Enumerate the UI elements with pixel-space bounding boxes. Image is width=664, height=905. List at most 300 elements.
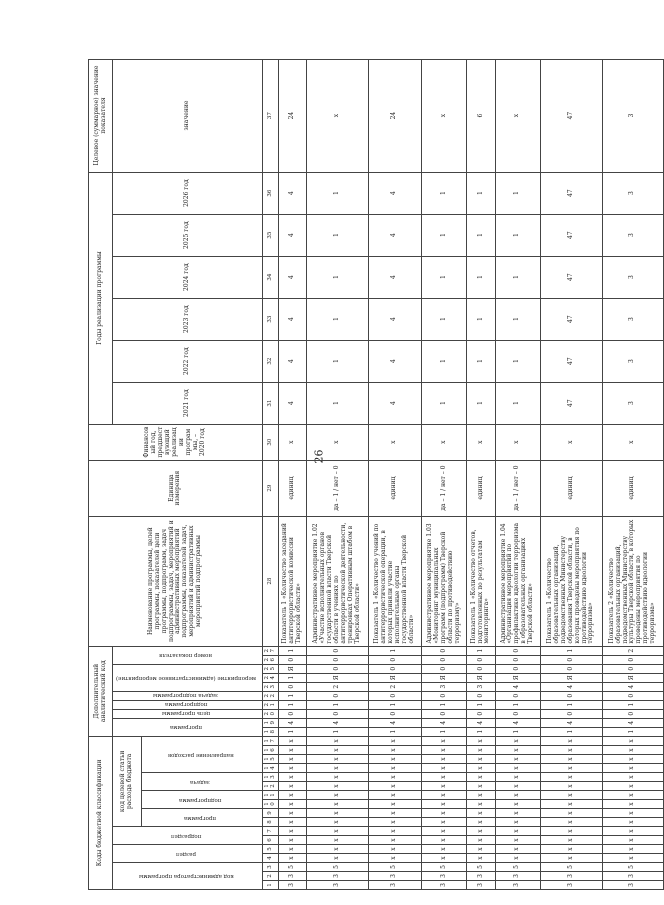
code-cell: 2 [602,646,664,655]
code-cell: х [495,827,540,836]
unit-cell: да – 1 / нет – 0 [495,460,540,516]
code-cell: 3 [495,881,540,890]
code-cell: х [307,800,369,809]
column-number: 22 [262,691,278,700]
code-cell: 0 [540,664,602,673]
code-cell: 3 [422,881,467,890]
code-cell: х [307,746,369,755]
code-cell: х [467,755,496,764]
year-value-cell: 47 [540,256,602,298]
code-cell: х [278,800,307,809]
fin-year-cell: х [422,424,467,460]
column-number: 33 [262,298,278,340]
code-cell: х [368,746,421,755]
subprogram-header: подпрограмма [179,796,222,803]
code-cell: 2 [307,682,369,691]
code-cell: 5 [540,863,602,872]
code-cell: 0 [307,691,369,700]
column-number: 28 [262,516,278,646]
year-value-cell: 47 [540,340,602,382]
code-cell: х [602,818,664,827]
code-cell: 3 [467,881,496,890]
code-cell: 4 [422,718,467,727]
code-cell: х [467,746,496,755]
code-cell: х [467,791,496,800]
code-cell: 0 [602,709,664,718]
code-cell: 1 [467,700,496,709]
column-number: 36 [262,172,278,214]
fin-year-cell: х [540,424,602,460]
code-cell: 0 [368,655,421,664]
column-number: 32 [262,340,278,382]
year-value-cell: 1 [467,298,496,340]
code-cell: х [540,818,602,827]
unit-cell: да – 1 / нет – 0 [422,460,467,516]
code-cell: 3 [540,881,602,890]
code-cell: 1 [307,700,369,709]
code-cell: 0 [278,655,307,664]
column-number: 19 [262,718,278,727]
code-cell: 0 [540,691,602,700]
year-value-cell: 4 [368,214,421,256]
column-number: 6 [262,836,278,845]
fin-year-cell: х [467,424,496,460]
code-cell: х [467,809,496,818]
code-cell: 1 [278,727,307,736]
column-number: 11 [262,791,278,800]
year-value-cell: 4 [278,382,307,424]
nomer-header: номер показателя [159,652,213,659]
year-value-cell: 47 [540,214,602,256]
code-cell: х [467,827,496,836]
column-number: 30 [262,424,278,460]
year-value-cell: 1 [307,172,369,214]
analytic-code-header: Дополнительный аналитический код [89,646,113,736]
code-cell: 0 [422,646,467,655]
name-cell: Показатель 1 «Количество учений по антитеррористической операции, в которых приняли участие исполнительные органы государственной власти Тверской области» [368,516,421,646]
year-value-cell: 1 [422,172,467,214]
code-cell: х [278,773,307,782]
code-cell: 2 [368,682,421,691]
year-value-cell: 47 [540,298,602,340]
code-cell: х [422,755,467,764]
fin-year-cell: х [278,424,307,460]
code-cell: 1 [467,646,496,655]
column-number: 2 [262,872,278,881]
code-cell: 1 [540,727,602,736]
code-cell: 1 [368,727,421,736]
code-cell: х [602,791,664,800]
code-cell: х [495,800,540,809]
year-value-cell: 4 [278,298,307,340]
code-cell: 1 [368,700,421,709]
code-cell: х [278,845,307,854]
meropriyatie-header: мероприятие (административное мероприятие) [116,674,256,681]
code-cell: х [307,809,369,818]
code-cell: 0 [368,709,421,718]
code-cell: х [368,736,421,745]
year-value-cell: 3 [602,298,664,340]
code-cell: х [602,809,664,818]
code-cell: х [307,836,369,845]
code-cell: 4 [368,718,421,727]
code-cell: х [540,791,602,800]
code-cell: х [602,746,664,755]
code-cell: х [495,746,540,755]
code-cell: 4 [540,682,602,691]
code-cell: х [540,854,602,863]
column-number: 34 [262,256,278,298]
table-row [368,59,421,889]
code-cell: 0 [368,664,421,673]
column-number: 1 [262,881,278,890]
column-number: 18 [262,727,278,736]
code-cell: 1 [602,727,664,736]
code-cell: х [307,755,369,764]
column-number: 13 [262,773,278,782]
y1-header: 2021 год [113,382,263,424]
year-value-cell: 1 [422,214,467,256]
target-article-header: код целевой статьи расхода бюджета [113,736,142,826]
code-cell: 0 [467,655,496,664]
code-cell: 0 [278,682,307,691]
y4-header: 2024 год [113,256,263,298]
code-cell: 5 [368,863,421,872]
column-number: 37 [262,59,278,172]
code-cell: х [307,791,369,800]
program-header: программа [184,814,217,821]
column-number: 17 [262,736,278,745]
page-number: 26 [312,449,326,464]
code-cell: 5 [422,863,467,872]
code-cell: х [422,818,467,827]
code-cell: 1 [307,727,369,736]
code-cell: х [602,845,664,854]
name-cell: Показатель 1 «Количество заседаний антитеррористической комиссии Тверской области» [278,516,307,646]
name-cell: Административное мероприятие 1.03 «Мониторинг муниципальных программ (подпрограмм) Тверской области по противодействию терроризму» [422,516,467,646]
code-cell: х [540,782,602,791]
column-number: 31 [262,382,278,424]
year-value-cell: 1 [467,172,496,214]
name-cell: Показатель 2 «Количество образовательных организаций, подведомственных Министерству культуры Тверской области, в которых проведены мероприятия по противодействию идеологии терроризма» [602,516,664,646]
y6-header: 2026 год [113,172,263,214]
code-cell: х [540,736,602,745]
code-cell: 0 [368,691,421,700]
code-cell: Я [278,664,307,673]
code-cell: х [368,836,421,845]
code-cell: 1 [495,727,540,736]
code-cell: х [467,764,496,773]
column-number: 14 [262,764,278,773]
code-cell: х [422,746,467,755]
code-cell: х [467,773,496,782]
table-body [278,59,664,889]
code-cell: 0 [495,664,540,673]
year-value-cell: 1 [422,382,467,424]
code-cell: 1 [278,673,307,682]
code-cell: х [307,764,369,773]
code-cell: х [368,800,421,809]
code-cell: 4 [602,682,664,691]
code-cell: х [422,809,467,818]
name-cell: Административное мероприятие 1.02 «Участие исполнительных органов государственной власти Тверской области в учениях по антитеррористической деятельности, тренировках Оперативным штабом в Тверской области» [307,516,369,646]
year-value-cell: 4 [278,256,307,298]
year-value-cell: 1 [467,382,496,424]
code-cell: Я [467,673,496,682]
year-value-cell: 1 [422,298,467,340]
code-cell: Я [307,673,369,682]
code-cell: х [278,818,307,827]
code-cell: х [540,800,602,809]
code-cell: х [368,845,421,854]
code-cell: х [495,818,540,827]
year-value-cell: 3 [602,340,664,382]
code-cell: 1 [278,691,307,700]
code-cell: Я [540,673,602,682]
razdel-header: раздел [176,850,196,857]
code-cell: х [495,755,540,764]
code-cell: х [495,764,540,773]
code-cell: х [495,845,540,854]
code-cell: 0 [307,709,369,718]
code-cell: 0 [307,655,369,664]
code-cell: 4 [307,718,369,727]
code-cell: 3 [278,872,307,881]
code-cell: х [540,836,602,845]
code-cell: х [422,773,467,782]
code-cell: 5 [467,863,496,872]
code-cell: х [467,836,496,845]
year-value-cell: 4 [368,298,421,340]
unit-cell: да – 1 / нет – 0 [307,460,369,516]
code-cell: х [467,736,496,745]
code-cell: х [602,836,664,845]
column-number: 5 [262,845,278,854]
code-cell: 3 [467,682,496,691]
code-cell: х [307,773,369,782]
zadacha-header: задача подпрограммы [153,691,219,698]
code-cell: х [540,809,602,818]
table-row [602,59,664,889]
code-cell: х [540,764,602,773]
table-row [422,59,467,889]
year-value-cell: 3 [602,172,664,214]
code-cell: х [368,827,421,836]
code-cell: 3 [307,881,369,890]
code-cell: х [540,755,602,764]
year-value-cell: 4 [368,172,421,214]
year-value-cell: 4 [278,172,307,214]
name-cell: Показатель 1 «Количество образовательных организаций, подведомственных Министерству образования Тверской области, в которых проведены мероприятия по противодействию идеологии терроризма» [540,516,602,646]
column-number: 8 [262,818,278,827]
code-cell: х [307,854,369,863]
target-value-cell: 24 [278,59,307,172]
code-cell: х [368,854,421,863]
year-value-cell: 1 [307,298,369,340]
unit-cell: единиц [467,460,496,516]
year-value-cell: 4 [278,340,307,382]
year-value-cell: 1 [467,256,496,298]
code-cell: х [495,736,540,745]
code-cell: х [495,791,540,800]
year-value-cell: 3 [602,214,664,256]
column-number: 29 [262,460,278,516]
code-cell: 3 [278,881,307,890]
fin-year-header: Финансовый год, предшествующий реализации программы, – 2020 год [89,424,263,460]
year-value-cell: 4 [278,214,307,256]
y3-header: 2023 год [113,298,263,340]
code-cell: х [422,736,467,745]
year-value-cell: 1 [307,382,369,424]
code-cell: 0 [307,664,369,673]
code-cell: х [540,827,602,836]
code-cell: х [540,746,602,755]
podrazdel-header: подраздел [170,832,202,839]
code-cell: х [467,818,496,827]
target-value-cell: 3 [602,59,664,172]
code-cell: 5 [602,863,664,872]
target-value-cell: 47 [540,59,602,172]
code-cell: 0 [278,709,307,718]
code-cell: 5 [278,863,307,872]
task-header: задача [190,778,211,785]
unit-header: Единица измерения [89,460,263,516]
years-header: Годы реализации программы [89,172,113,424]
code-cell: 3 [368,881,421,890]
year-value-cell: 1 [307,256,369,298]
code-cell: х [467,854,496,863]
code-cell: 4 [495,682,540,691]
code-cell: 0 [602,691,664,700]
column-number: 9 [262,809,278,818]
code-cell: х [602,800,664,809]
fin-year-cell: х [602,424,664,460]
year-value-cell: 1 [495,256,540,298]
table-row [467,59,496,889]
year-value-cell: 1 [422,340,467,382]
cel-header: цель программы [161,709,211,716]
code-cell: х [307,845,369,854]
column-number: 35 [262,214,278,256]
year-value-cell: 1 [467,214,496,256]
year-value-cell: 1 [495,214,540,256]
column-number: 27 [262,646,278,655]
code-cell: х [278,809,307,818]
code-cell: х [422,791,467,800]
unit-cell: единиц [540,460,602,516]
year-value-cell: 1 [307,214,369,256]
code-cell: 1 [495,700,540,709]
code-cell: х [602,755,664,764]
code-cell: х [368,755,421,764]
code-cell: 3 [467,872,496,881]
code-cell: х [278,782,307,791]
code-cell: 3 [368,872,421,881]
column-number: 10 [262,800,278,809]
code-cell: 0 [422,709,467,718]
target-header: Целевое (суммарное) значение показателя [89,59,113,172]
code-cell: х [602,854,664,863]
code-cell: 3 [495,872,540,881]
year-value-cell: 1 [467,340,496,382]
code-cell: х [602,764,664,773]
y5-header: 2025 год [113,214,263,256]
code-cell: 4 [540,718,602,727]
fin-year-cell: х [307,424,369,460]
target-value-cell: х [307,59,369,172]
code-cell: 1 [540,700,602,709]
code-cell: 4 [278,718,307,727]
value-header: значение [113,59,263,172]
rotated-table-container [88,60,657,890]
code-cell: х [540,773,602,782]
code-cell: х [467,782,496,791]
column-number: 16 [262,746,278,755]
code-cell: 0 [467,664,496,673]
code-cell: х [307,782,369,791]
year-value-cell: 1 [422,256,467,298]
code-cell: 1 [540,646,602,655]
code-cell: 1 [278,646,307,655]
code-cell: х [602,782,664,791]
code-cell: х [422,764,467,773]
code-cell: х [602,736,664,745]
fin-year-cell: х [495,424,540,460]
code-cell: х [495,854,540,863]
code-cell: х [495,782,540,791]
column-numbers-row [262,59,278,889]
code-cell: х [422,854,467,863]
column-number: 25 [262,664,278,673]
code-cell: х [495,836,540,845]
program-indicators-table [88,59,664,890]
code-cell: х [278,755,307,764]
year-value-cell: 3 [602,256,664,298]
code-cell: х [422,836,467,845]
code-cell: 0 [422,655,467,664]
unit-cell: единиц [368,460,421,516]
code-cell: х [602,773,664,782]
code-cell: х [540,845,602,854]
code-cell: 3 [602,872,664,881]
code-cell: 0 [602,664,664,673]
code-cell: х [278,854,307,863]
code-cell: Я [495,673,540,682]
code-cell: х [278,736,307,745]
code-cell: х [368,773,421,782]
code-cell: 5 [495,863,540,872]
code-cell: 3 [540,872,602,881]
code-cell: 0 [495,709,540,718]
code-cell: 4 [602,718,664,727]
code-cell: х [307,818,369,827]
code-cell: Я [422,673,467,682]
table-row [495,59,540,889]
year-value-cell: 1 [307,340,369,382]
code-cell: х [467,800,496,809]
year-value-cell: 4 [368,256,421,298]
code-cell: х [422,845,467,854]
target-value-cell: х [422,59,467,172]
target-value-cell: 6 [467,59,496,172]
year-value-cell: 1 [495,172,540,214]
name-cell: Показатель 1 «Количество отчетов, подготовленных по результатам мониторинга» [467,516,496,646]
column-number: 4 [262,854,278,863]
code-cell: 0 [467,709,496,718]
code-cell: х [307,827,369,836]
year-value-cell: 3 [602,382,664,424]
column-number: 20 [262,709,278,718]
